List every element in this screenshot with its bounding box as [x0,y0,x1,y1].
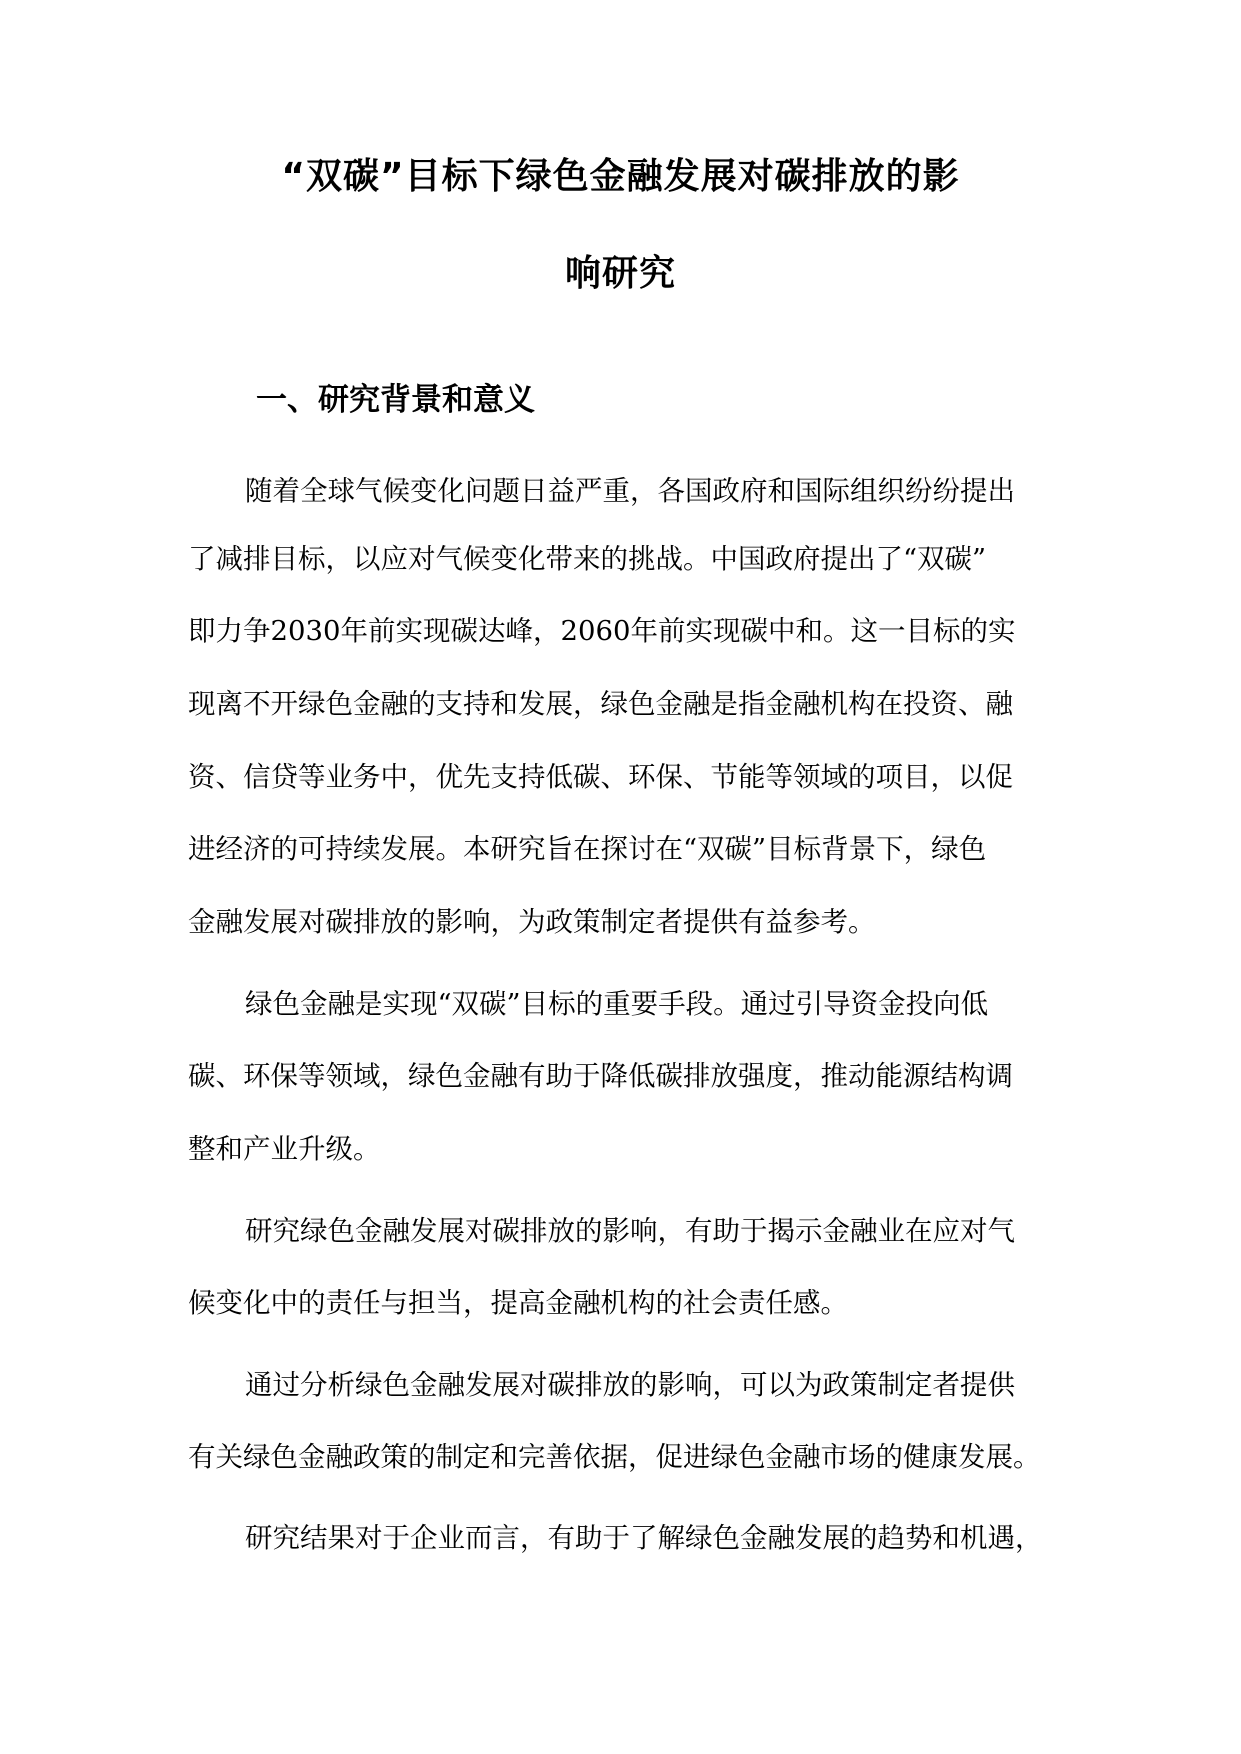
paragraph-line: 资、信贷等业务中，优先支持低碳、环保、节能等领域的项目，以促 [188,761,1013,793]
paragraph-line: 整和产业升级。 [188,1133,381,1165]
paragraph-line: 通过分析绿色金融发展对碳排放的影响，可以为政策制定者提供 [245,1369,1015,1401]
paragraph-line: 候变化中的责任与担当，提高金融机构的社会责任感。 [188,1287,848,1319]
paragraph-line: 了减排目标，以应对气候变化带来的挑战。中国政府提出了“双碳” [188,543,987,575]
section-heading: 一、研究背景和意义 [256,382,535,418]
paragraph-line: 进经济的可持续发展。本研究旨在探讨在“双碳”目标背景下，绿色 [188,833,987,865]
paragraph-line: 碳、环保等领域，绿色金融有助于降低碳排放强度，推动能源结构调 [188,1060,1013,1092]
paragraph-line: 即力争2030年前实现碳达峰，2060年前实现碳中和。这一目标的实 [188,615,1016,647]
paragraph-line: 研究绿色金融发展对碳排放的影响，有助于揭示金融业在应对气 [245,1215,1015,1247]
document-title-line-1: “双碳”目标下绿色金融发展对碳排放的影 [281,156,960,197]
paragraph-line: 随着全球气候变化问题日益严重，各国政府和国际组织纷纷提出 [245,475,1015,507]
paragraph-line: 研究结果对于企业而言，有助于了解绿色金融发展的趋势和机遇， [245,1522,1043,1554]
paragraph-line: 绿色金融是实现“双碳”目标的重要手段。通过引导资金投向低 [245,988,989,1020]
document-title-line-2: 响研究 [564,253,676,294]
paragraph-line: 金融发展对碳排放的影响，为政策制定者提供有益参考。 [188,906,876,938]
paragraph-line: 现离不开绿色金融的支持和发展，绿色金融是指金融机构在投资、融 [188,688,1013,720]
paragraph-line: 有关绿色金融政策的制定和完善依据，促进绿色金融市场的健康发展。 [188,1441,1041,1473]
